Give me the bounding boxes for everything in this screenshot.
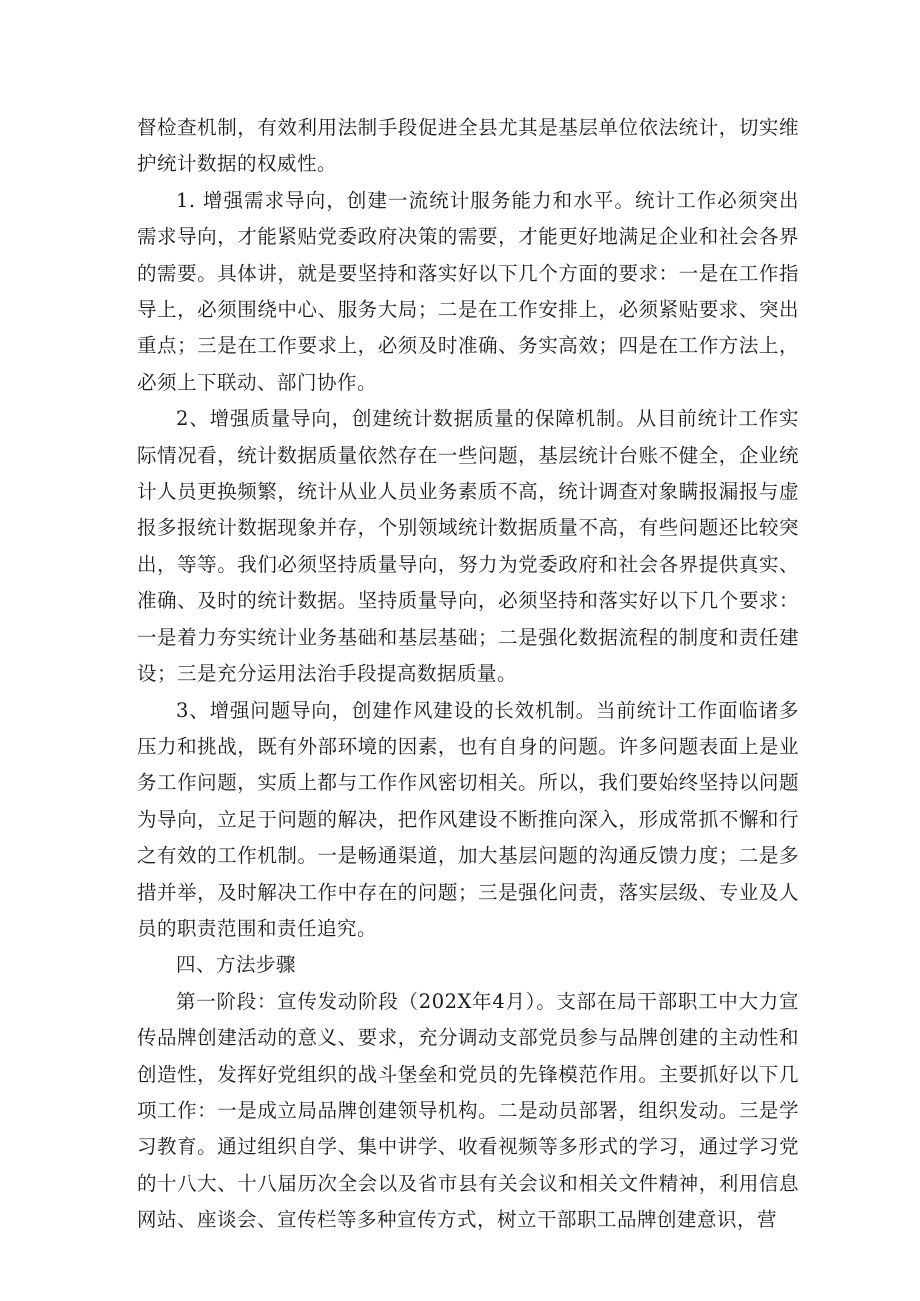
paragraph-continuation: 督检查机制，有效利用法制手段促进全县尤其是基层单位依法统计，切实维护统计数据的权威性。 <box>137 116 799 176</box>
paragraph-problem-orientation: 3、增强问题导向，创建作风建设的长效机制。当前统计工作面临诸多压力和挑战，既有外部环境的因素，也有自身的问题。许多问题表面上是业务工作问题，实质上都与工作作风密切相关。所以，我们要始终坚持以问题为导向，立足于问题的解决，把作风建设不断推向深入，形成常抓不懈和行之有效的工作机制。一是畅通渠道，加大基层问题的沟通反馈力度；二是多措并举，及时解决工作中存在的问题；三是强化问责，落实层级、专业及人员的职责范围和责任追究。 <box>137 698 799 940</box>
document-body <box>137 110 799 1239</box>
paragraph-quality-orientation: 2、增强质量导向，创建统计数据质量的保障机制。从目前统计工作实际情况看，统计数据质量依然存在一些问题，基层统计台账不健全，企业统计人员更换频繁，统计从业人员业务素质不高，统计调查对象瞒报漏报与虚报多报统计数据现象并存，个别领域统计数据质量不高，有些问题还比较突出，等等。我们必须坚持质量导向，努力为党委政府和社会各界提供真实、准确、及时的统计数据。坚持质量导向，必须坚持和落实好以下几个要求：一是着力夯实统计业务基础和基层基础；二是强化数据流程的制度和责任建设；三是充分运用法治手段提高数据质量。 <box>137 407 799 686</box>
section-heading-methods: 四、方法步骤 <box>176 953 297 977</box>
paragraph-demand-orientation: 1. 增强需求导向，创建一流统计服务能力和水平。统计工作必须突出需求导向，才能紧贴党委政府决策的需要，才能更好地满足企业和社会各界的需要。具体讲，就是要坚持和落实好以下几个方面的要求：一是在工作指导上，必须围绕中心、服务大局；二是在工作安排上，必须紧贴要求、突出重点；三是在工作要求上，必须及时准确、务实高效；四是在工作方法上，必须上下联动、部门协作。 <box>137 188 799 394</box>
paragraph-phase-one: 第一阶段：宣传发动阶段（202X年4月）。支部在局干部职工中大力宣传品牌创建活动的意义、要求，充分调动支部党员参与品牌创建的主动性和创造性，发挥好党组织的战斗堡垒和党员的先锋模范作用。主要抓好以下几项工作：一是成立局品牌创建领导机构。二是动员部署，组织发动。三是学习教育。通过组织自学、集中讲学、收看视频等多形式的学习，通过学习党的十八大、十八届历次全会以及省市县有关会议和相关文件精神，利用信息网站、座谈会、宣传栏等多种宣传方式，树立干部职工品牌创建意识，营 <box>137 989 799 1232</box>
